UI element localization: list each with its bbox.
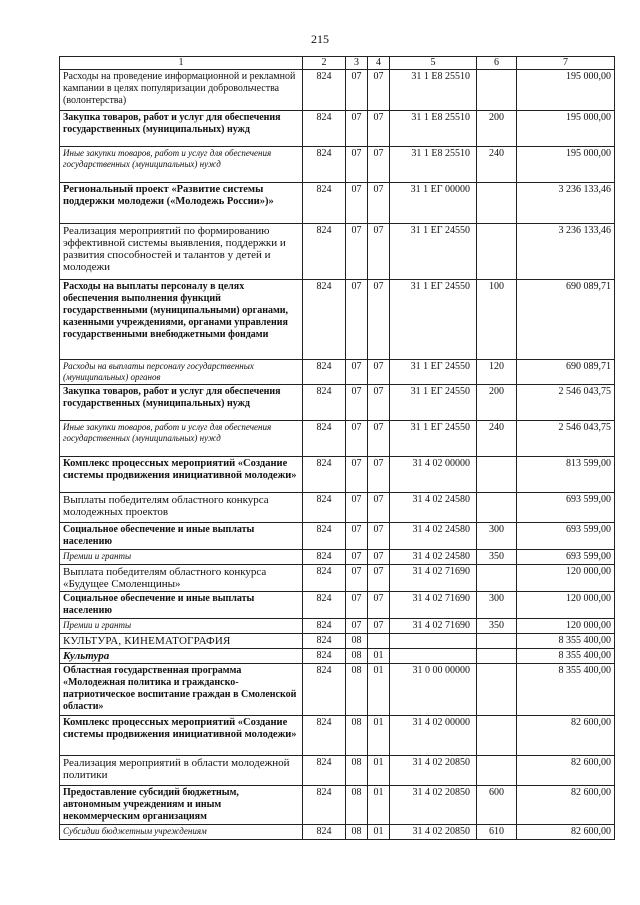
row-section-code: 07: [346, 183, 368, 224]
row-expense-type-code: 100: [477, 280, 517, 360]
table-row: [60, 280, 615, 360]
row-amount: 813 599,00: [517, 457, 615, 493]
row-subsection-code: 07: [368, 619, 390, 634]
row-subsection-code: 01: [368, 825, 390, 840]
row-expense-type-code: [477, 716, 517, 756]
table-row: [60, 111, 615, 147]
row-ved-code: 824: [303, 224, 346, 280]
row-subsection-code: 07: [368, 183, 390, 224]
row-expense-type-code: 600: [477, 786, 517, 825]
row-section-code: 07: [346, 111, 368, 147]
table-row: [60, 70, 615, 111]
row-ved-code: 824: [303, 421, 346, 457]
row-section-code: 08: [346, 716, 368, 756]
row-amount: 3 236 133,46: [517, 224, 615, 280]
row-ved-code: 824: [303, 649, 346, 664]
row-expense-type-code: [477, 70, 517, 111]
row-section-code: 07: [346, 619, 368, 634]
row-expense-type-code: 120: [477, 360, 517, 385]
table-row: [60, 619, 615, 634]
row-ved-code: 824: [303, 183, 346, 224]
row-amount: 8 355 400,00: [517, 649, 615, 664]
row-subsection-code: 01: [368, 786, 390, 825]
row-section-code: 07: [346, 360, 368, 385]
row-target-code: 31 4 02 71690: [390, 565, 477, 592]
row-expense-type-code: [477, 756, 517, 786]
row-ved-code: 824: [303, 147, 346, 183]
row-subsection-code: 07: [368, 493, 390, 523]
row-section-code: 07: [346, 280, 368, 360]
row-amount: 8 355 400,00: [517, 634, 615, 649]
row-amount: 120 000,00: [517, 565, 615, 592]
row-target-code: 31 4 02 24580: [390, 523, 477, 550]
row-name: Премии и гранты: [60, 619, 303, 634]
row-name: КУЛЬТУРА, КИНЕМАТОГРАФИЯ: [60, 634, 303, 649]
row-expense-type-code: 300: [477, 523, 517, 550]
row-amount: 120 000,00: [517, 592, 615, 619]
row-target-code: 31 1 ЕГ 24550: [390, 421, 477, 457]
row-name: Расходы на выплаты персоналу государственных (муниципальных) органов: [60, 360, 303, 385]
row-ved-code: 824: [303, 619, 346, 634]
row-name: Реализация мероприятий по формированию эффективной системы выявления, поддержки и развития способностей и талантов у детей и молодежи: [60, 224, 303, 280]
row-expense-type-code: 610: [477, 825, 517, 840]
row-target-code: 31 1 Е8 25510: [390, 70, 477, 111]
row-subsection-code: 07: [368, 70, 390, 111]
row-target-code: 31 4 02 20850: [390, 786, 477, 825]
row-ved-code: 824: [303, 385, 346, 421]
row-amount: 690 089,71: [517, 280, 615, 360]
row-name: Комплекс процессных мероприятий «Создание системы продвижения инициативной молодежи»: [60, 716, 303, 756]
row-name: Культура: [60, 649, 303, 664]
table-row: [60, 224, 615, 280]
row-amount: 693 599,00: [517, 550, 615, 565]
row-ved-code: 824: [303, 550, 346, 565]
row-name: Социальное обеспечение и иные выплаты населению: [60, 523, 303, 550]
row-subsection-code: 07: [368, 385, 390, 421]
table-row: [60, 565, 615, 592]
row-amount: 8 355 400,00: [517, 664, 615, 716]
row-target-code: 31 4 02 20850: [390, 825, 477, 840]
row-section-code: 08: [346, 649, 368, 664]
header-cell: 3: [346, 57, 368, 70]
row-target-code: 31 1 ЕГ 24550: [390, 280, 477, 360]
row-expense-type-code: 240: [477, 421, 517, 457]
row-amount: 690 089,71: [517, 360, 615, 385]
row-target-code: [390, 634, 477, 649]
row-ved-code: 824: [303, 634, 346, 649]
row-expense-type-code: [477, 493, 517, 523]
row-target-code: 31 1 ЕГ 00000: [390, 183, 477, 224]
row-target-code: 31 4 02 20850: [390, 756, 477, 786]
header-cell: 6: [477, 57, 517, 70]
row-subsection-code: 07: [368, 550, 390, 565]
row-target-code: 31 4 02 00000: [390, 716, 477, 756]
row-section-code: 07: [346, 421, 368, 457]
row-ved-code: 824: [303, 360, 346, 385]
row-subsection-code: 01: [368, 649, 390, 664]
row-section-code: 07: [346, 523, 368, 550]
row-section-code: 07: [346, 147, 368, 183]
row-subsection-code: 07: [368, 592, 390, 619]
row-subsection-code: 01: [368, 756, 390, 786]
row-ved-code: 824: [303, 716, 346, 756]
row-subsection-code: 07: [368, 565, 390, 592]
table-row: [60, 716, 615, 756]
row-subsection-code: 07: [368, 280, 390, 360]
row-name: Комплекс процессных мероприятий «Создание системы продвижения инициативной молодежи»: [60, 457, 303, 493]
row-amount: 82 600,00: [517, 786, 615, 825]
table-row: [60, 649, 615, 664]
row-expense-type-code: 300: [477, 592, 517, 619]
row-amount: 195 000,00: [517, 111, 615, 147]
table-row: [60, 457, 615, 493]
row-subsection-code: 01: [368, 664, 390, 716]
header-cell: 1: [60, 57, 303, 70]
header-cell: 7: [517, 57, 615, 70]
row-name: Иные закупки товаров, работ и услуг для обеспечения государственных (муниципальных) нужд: [60, 421, 303, 457]
row-target-code: 31 4 02 71690: [390, 619, 477, 634]
row-target-code: 31 1 Е8 25510: [390, 111, 477, 147]
row-expense-type-code: 350: [477, 550, 517, 565]
row-section-code: 07: [346, 592, 368, 619]
row-name: Социальное обеспечение и иные выплаты населению: [60, 592, 303, 619]
row-expense-type-code: [477, 224, 517, 280]
row-expense-type-code: [477, 183, 517, 224]
table-row: [60, 786, 615, 825]
row-amount: 693 599,00: [517, 523, 615, 550]
page-number: 215: [311, 32, 329, 46]
row-subsection-code: 01: [368, 716, 390, 756]
row-name: Закупка товаров, работ и услуг для обеспечения государственных (муниципальных) нужд: [60, 385, 303, 421]
row-section-code: 07: [346, 70, 368, 111]
row-ved-code: 824: [303, 664, 346, 716]
table-row: [60, 523, 615, 550]
row-subsection-code: 07: [368, 224, 390, 280]
row-name: Расходы на проведение информационной и рекламной кампании в целях популяризации добровольчества (волонтерства): [60, 70, 303, 111]
row-amount: 82 600,00: [517, 716, 615, 756]
row-subsection-code: 07: [368, 421, 390, 457]
row-section-code: 07: [346, 493, 368, 523]
row-expense-type-code: 240: [477, 147, 517, 183]
row-ved-code: 824: [303, 70, 346, 111]
row-amount: 82 600,00: [517, 825, 615, 840]
row-name: Расходы на выплаты персоналу в целях обеспечения выполнения функций государственными (муниципальными) органами, казенными учреждениями, органами управления государственными внебюджетными фондами: [60, 280, 303, 360]
row-section-code: 08: [346, 786, 368, 825]
table-row: [60, 360, 615, 385]
table-header-row: [60, 57, 615, 70]
row-name: Субсидии бюджетным учреждениям: [60, 825, 303, 840]
table-row: [60, 634, 615, 649]
row-name: Выплаты победителям областного конкурса молодежных проектов: [60, 493, 303, 523]
row-expense-type-code: [477, 565, 517, 592]
row-name: Иные закупки товаров, работ и услуг для обеспечения государственных (муниципальных) нужд: [60, 147, 303, 183]
row-section-code: 07: [346, 565, 368, 592]
row-expense-type-code: [477, 664, 517, 716]
row-section-code: 08: [346, 634, 368, 649]
row-ved-code: 824: [303, 825, 346, 840]
row-target-code: 31 4 02 00000: [390, 457, 477, 493]
row-amount: 82 600,00: [517, 756, 615, 786]
budget-table: [59, 56, 615, 840]
row-expense-type-code: [477, 649, 517, 664]
row-name: Реализация мероприятий в области молодежной политики: [60, 756, 303, 786]
row-expense-type-code: 350: [477, 619, 517, 634]
row-amount: 2 546 043,75: [517, 385, 615, 421]
row-amount: 3 236 133,46: [517, 183, 615, 224]
row-ved-code: 824: [303, 565, 346, 592]
row-amount: 120 000,00: [517, 619, 615, 634]
table-row: [60, 825, 615, 840]
row-expense-type-code: 200: [477, 111, 517, 147]
table-row: [60, 183, 615, 224]
row-section-code: 07: [346, 385, 368, 421]
row-amount: 693 599,00: [517, 493, 615, 523]
table-row: [60, 493, 615, 523]
row-name: Предоставление субсидий бюджетным, автономным учреждениям и иным некоммерческим организациям: [60, 786, 303, 825]
row-name: Областная государственная программа «Молодежная политика и гражданско-патриотическое воспитание граждан в Смоленской области»: [60, 664, 303, 716]
row-subsection-code: 07: [368, 111, 390, 147]
header-cell: 2: [303, 57, 346, 70]
row-name: Закупка товаров, работ и услуг для обеспечения государственных (муниципальных) нужд: [60, 111, 303, 147]
row-amount: 195 000,00: [517, 70, 615, 111]
row-expense-type-code: [477, 457, 517, 493]
row-ved-code: 824: [303, 786, 346, 825]
row-section-code: 08: [346, 756, 368, 786]
table-row: [60, 421, 615, 457]
row-target-code: 31 4 02 24580: [390, 550, 477, 565]
row-subsection-code: 07: [368, 457, 390, 493]
row-section-code: 07: [346, 224, 368, 280]
row-target-code: 31 1 ЕГ 24550: [390, 224, 477, 280]
row-name: Премии и гранты: [60, 550, 303, 565]
row-ved-code: 824: [303, 111, 346, 147]
row-expense-type-code: 200: [477, 385, 517, 421]
row-ved-code: 824: [303, 592, 346, 619]
row-section-code: 07: [346, 550, 368, 565]
row-ved-code: 824: [303, 493, 346, 523]
header-cell: 5: [390, 57, 477, 70]
row-target-code: [390, 649, 477, 664]
row-section-code: 07: [346, 457, 368, 493]
row-target-code: 31 4 02 24580: [390, 493, 477, 523]
row-target-code: 31 4 02 71690: [390, 592, 477, 619]
row-subsection-code: 07: [368, 360, 390, 385]
row-name: Региональный проект «Развитие системы поддержки молодежи («Молодежь России»)»: [60, 183, 303, 224]
row-expense-type-code: [477, 634, 517, 649]
row-target-code: 31 0 00 00000: [390, 664, 477, 716]
table-row: [60, 592, 615, 619]
table-row: [60, 385, 615, 421]
row-subsection-code: [368, 634, 390, 649]
row-ved-code: 824: [303, 457, 346, 493]
table-row: [60, 550, 615, 565]
row-name: Выплата победителям областного конкурса «Будущее Смоленщины»: [60, 565, 303, 592]
row-target-code: 31 1 Е8 25510: [390, 147, 477, 183]
row-subsection-code: 07: [368, 523, 390, 550]
table-row: [60, 664, 615, 716]
row-ved-code: 824: [303, 523, 346, 550]
row-amount: 195 000,00: [517, 147, 615, 183]
table-row: [60, 756, 615, 786]
row-ved-code: 824: [303, 280, 346, 360]
row-subsection-code: 07: [368, 147, 390, 183]
row-section-code: 08: [346, 825, 368, 840]
row-amount: 2 546 043,75: [517, 421, 615, 457]
row-target-code: 31 1 ЕГ 24550: [390, 385, 477, 421]
row-section-code: 08: [346, 664, 368, 716]
table-row: [60, 147, 615, 183]
row-target-code: 31 1 ЕГ 24550: [390, 360, 477, 385]
header-cell: 4: [368, 57, 390, 70]
row-ved-code: 824: [303, 756, 346, 786]
